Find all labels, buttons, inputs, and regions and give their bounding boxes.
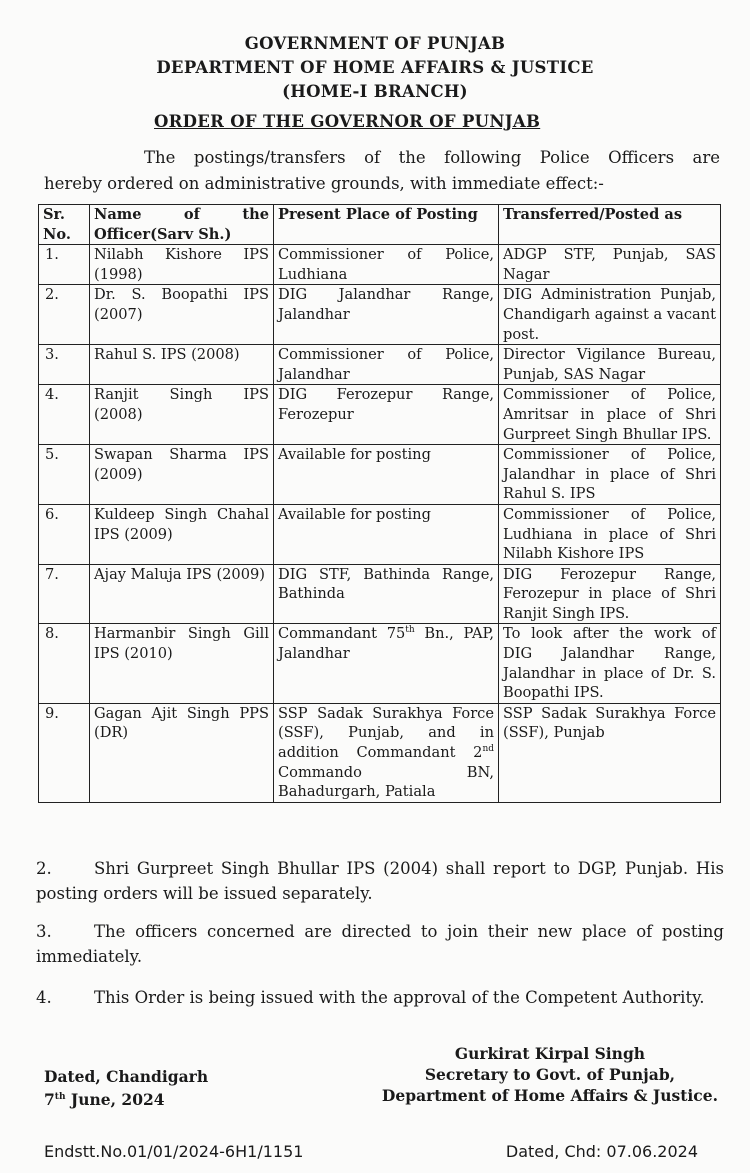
cell-officer: Rahul S. IPS (2008) bbox=[90, 345, 274, 385]
cell-present: Available for posting bbox=[274, 504, 499, 564]
table-row bbox=[39, 245, 721, 285]
header-department: DEPARTMENT OF HOME AFFAIRS & JUSTICE bbox=[156, 58, 594, 77]
table-row bbox=[39, 385, 721, 445]
table-row bbox=[39, 285, 721, 345]
cell-present: Commandant 75th Bn., PAP, Jalandhar bbox=[274, 624, 499, 703]
postings-table bbox=[38, 204, 721, 803]
header-sr-no: Sr. No. bbox=[39, 205, 90, 245]
table-row bbox=[39, 564, 721, 624]
cell-officer: Swapan Sharma IPS (2009) bbox=[90, 445, 274, 505]
table-row bbox=[39, 624, 721, 703]
cell-sr: 9. bbox=[39, 703, 90, 802]
cell-transferred: ADGP STF, Punjab, SAS Nagar bbox=[499, 245, 721, 285]
cell-sr: 3. bbox=[39, 345, 90, 385]
signature-block bbox=[382, 1043, 718, 1106]
table-row bbox=[39, 504, 721, 564]
endorsement-date: Dated, Chd: 07.06.2024 bbox=[505, 1142, 698, 1161]
header-government: GOVERNMENT OF PUNJAB bbox=[244, 34, 506, 53]
table-row bbox=[39, 445, 721, 505]
signatory-department: Department of Home Affairs & Justice. bbox=[381, 1086, 718, 1105]
cell-transferred: To look after the work of DIG Jalandhar Range, Jalandhar in place of Dr. S. Boopathi IPS. bbox=[499, 624, 721, 703]
cell-transferred: Commissioner of Police, Jalandhar in place of Shri Rahul S. IPS bbox=[499, 445, 721, 505]
intro-line-2: hereby ordered on administrative grounds, with immediate effect:- bbox=[44, 174, 604, 193]
cell-sr: 5. bbox=[39, 445, 90, 505]
intro-line-1: The postings/transfers of the following Police Officers are bbox=[144, 148, 720, 167]
dated-date: 7th June, 2024 bbox=[44, 1090, 165, 1110]
cell-sr: 6. bbox=[39, 504, 90, 564]
cell-sr: 1. bbox=[39, 245, 90, 285]
cell-officer: Harmanbir Singh Gill IPS (2010) bbox=[90, 624, 274, 703]
signatory-title: Secretary to Govt. of Punjab, bbox=[424, 1065, 676, 1084]
cell-sr: 7. bbox=[39, 564, 90, 624]
table-row bbox=[39, 345, 721, 385]
cell-present: SSP Sadak Surakhya Force (SSF), Punjab, and in addition Commandant 2nd Commando BN, Bahadurgarh, Patiala bbox=[274, 703, 499, 802]
cell-officer: Gagan Ajit Singh PPS (DR) bbox=[90, 703, 274, 802]
cell-transferred: Commissioner of Police, Ludhiana in place of Shri Nilabh Kishore IPS bbox=[499, 504, 721, 564]
cell-transferred: SSP Sadak Surakhya Force (SSF), Punjab bbox=[499, 703, 721, 802]
cell-officer: Kuldeep Singh Chahal IPS (2009) bbox=[90, 504, 274, 564]
cell-transferred: Director Vigilance Bureau, Punjab, SAS Nagar bbox=[499, 345, 721, 385]
cell-present: DIG Ferozepur Range, Ferozepur bbox=[274, 385, 499, 445]
cell-present: DIG STF, Bathinda Range, Bathinda bbox=[274, 564, 499, 624]
table-header-row bbox=[39, 205, 721, 245]
cell-present: DIG Jalandhar Range, Jalandhar bbox=[274, 285, 499, 345]
cell-transferred: Commissioner of Police, Amritsar in place of Shri Gurpreet Singh Bhullar IPS. bbox=[499, 385, 721, 445]
header-present-posting: Present Place of Posting bbox=[274, 205, 499, 245]
cell-officer: Ajay Maluja IPS (2009) bbox=[90, 564, 274, 624]
cell-present: Available for posting bbox=[274, 445, 499, 505]
cell-sr: 8. bbox=[39, 624, 90, 703]
cell-present: Commissioner of Police, Jalandhar bbox=[274, 345, 499, 385]
cell-present: Commissioner of Police, Ludhiana bbox=[274, 245, 499, 285]
dated-block bbox=[44, 1066, 208, 1110]
paragraph-3: 3. The officers concerned are directed to join their new place of posting immediately. bbox=[36, 922, 724, 966]
signatory-name: Gurkirat Kirpal Singh bbox=[454, 1044, 646, 1063]
intro-paragraph bbox=[44, 145, 720, 197]
cell-officer: Dr. S. Boopathi IPS (2007) bbox=[90, 285, 274, 345]
cell-transferred: DIG Ferozepur Range, Ferozepur in place of Shri Ranjit Singh IPS. bbox=[499, 564, 721, 624]
header-transferred-as: Transferred/Posted as bbox=[499, 205, 721, 245]
cell-officer: Ranjit Singh IPS (2008) bbox=[90, 385, 274, 445]
order-title: ORDER OF THE GOVERNOR OF PUNJAB bbox=[154, 112, 541, 131]
header-officer-name: Name of the Officer(Sarv Sh.) bbox=[90, 205, 274, 245]
header-branch: (HOME-I BRANCH) bbox=[282, 82, 468, 101]
table-row bbox=[39, 703, 721, 802]
dated-place: Dated, Chandigarh bbox=[44, 1067, 209, 1086]
cell-officer: Nilabh Kishore IPS (1998) bbox=[90, 245, 274, 285]
cell-sr: 4. bbox=[39, 385, 90, 445]
paragraph-4: 4. This Order is being issued with the approval of the Competent Authority. bbox=[36, 988, 705, 1007]
cell-transferred: DIG Administration Punjab, Chandigarh against a vacant post. bbox=[499, 285, 721, 345]
endorsement-number: Endstt.No.01/01/2024-6H1/1151 bbox=[44, 1142, 304, 1161]
paragraph-2: 2. Shri Gurpreet Singh Bhullar IPS (2004) shall report to DGP, Punjab. His posting orders will be issued separately. bbox=[36, 859, 724, 903]
cell-sr: 2. bbox=[39, 285, 90, 345]
